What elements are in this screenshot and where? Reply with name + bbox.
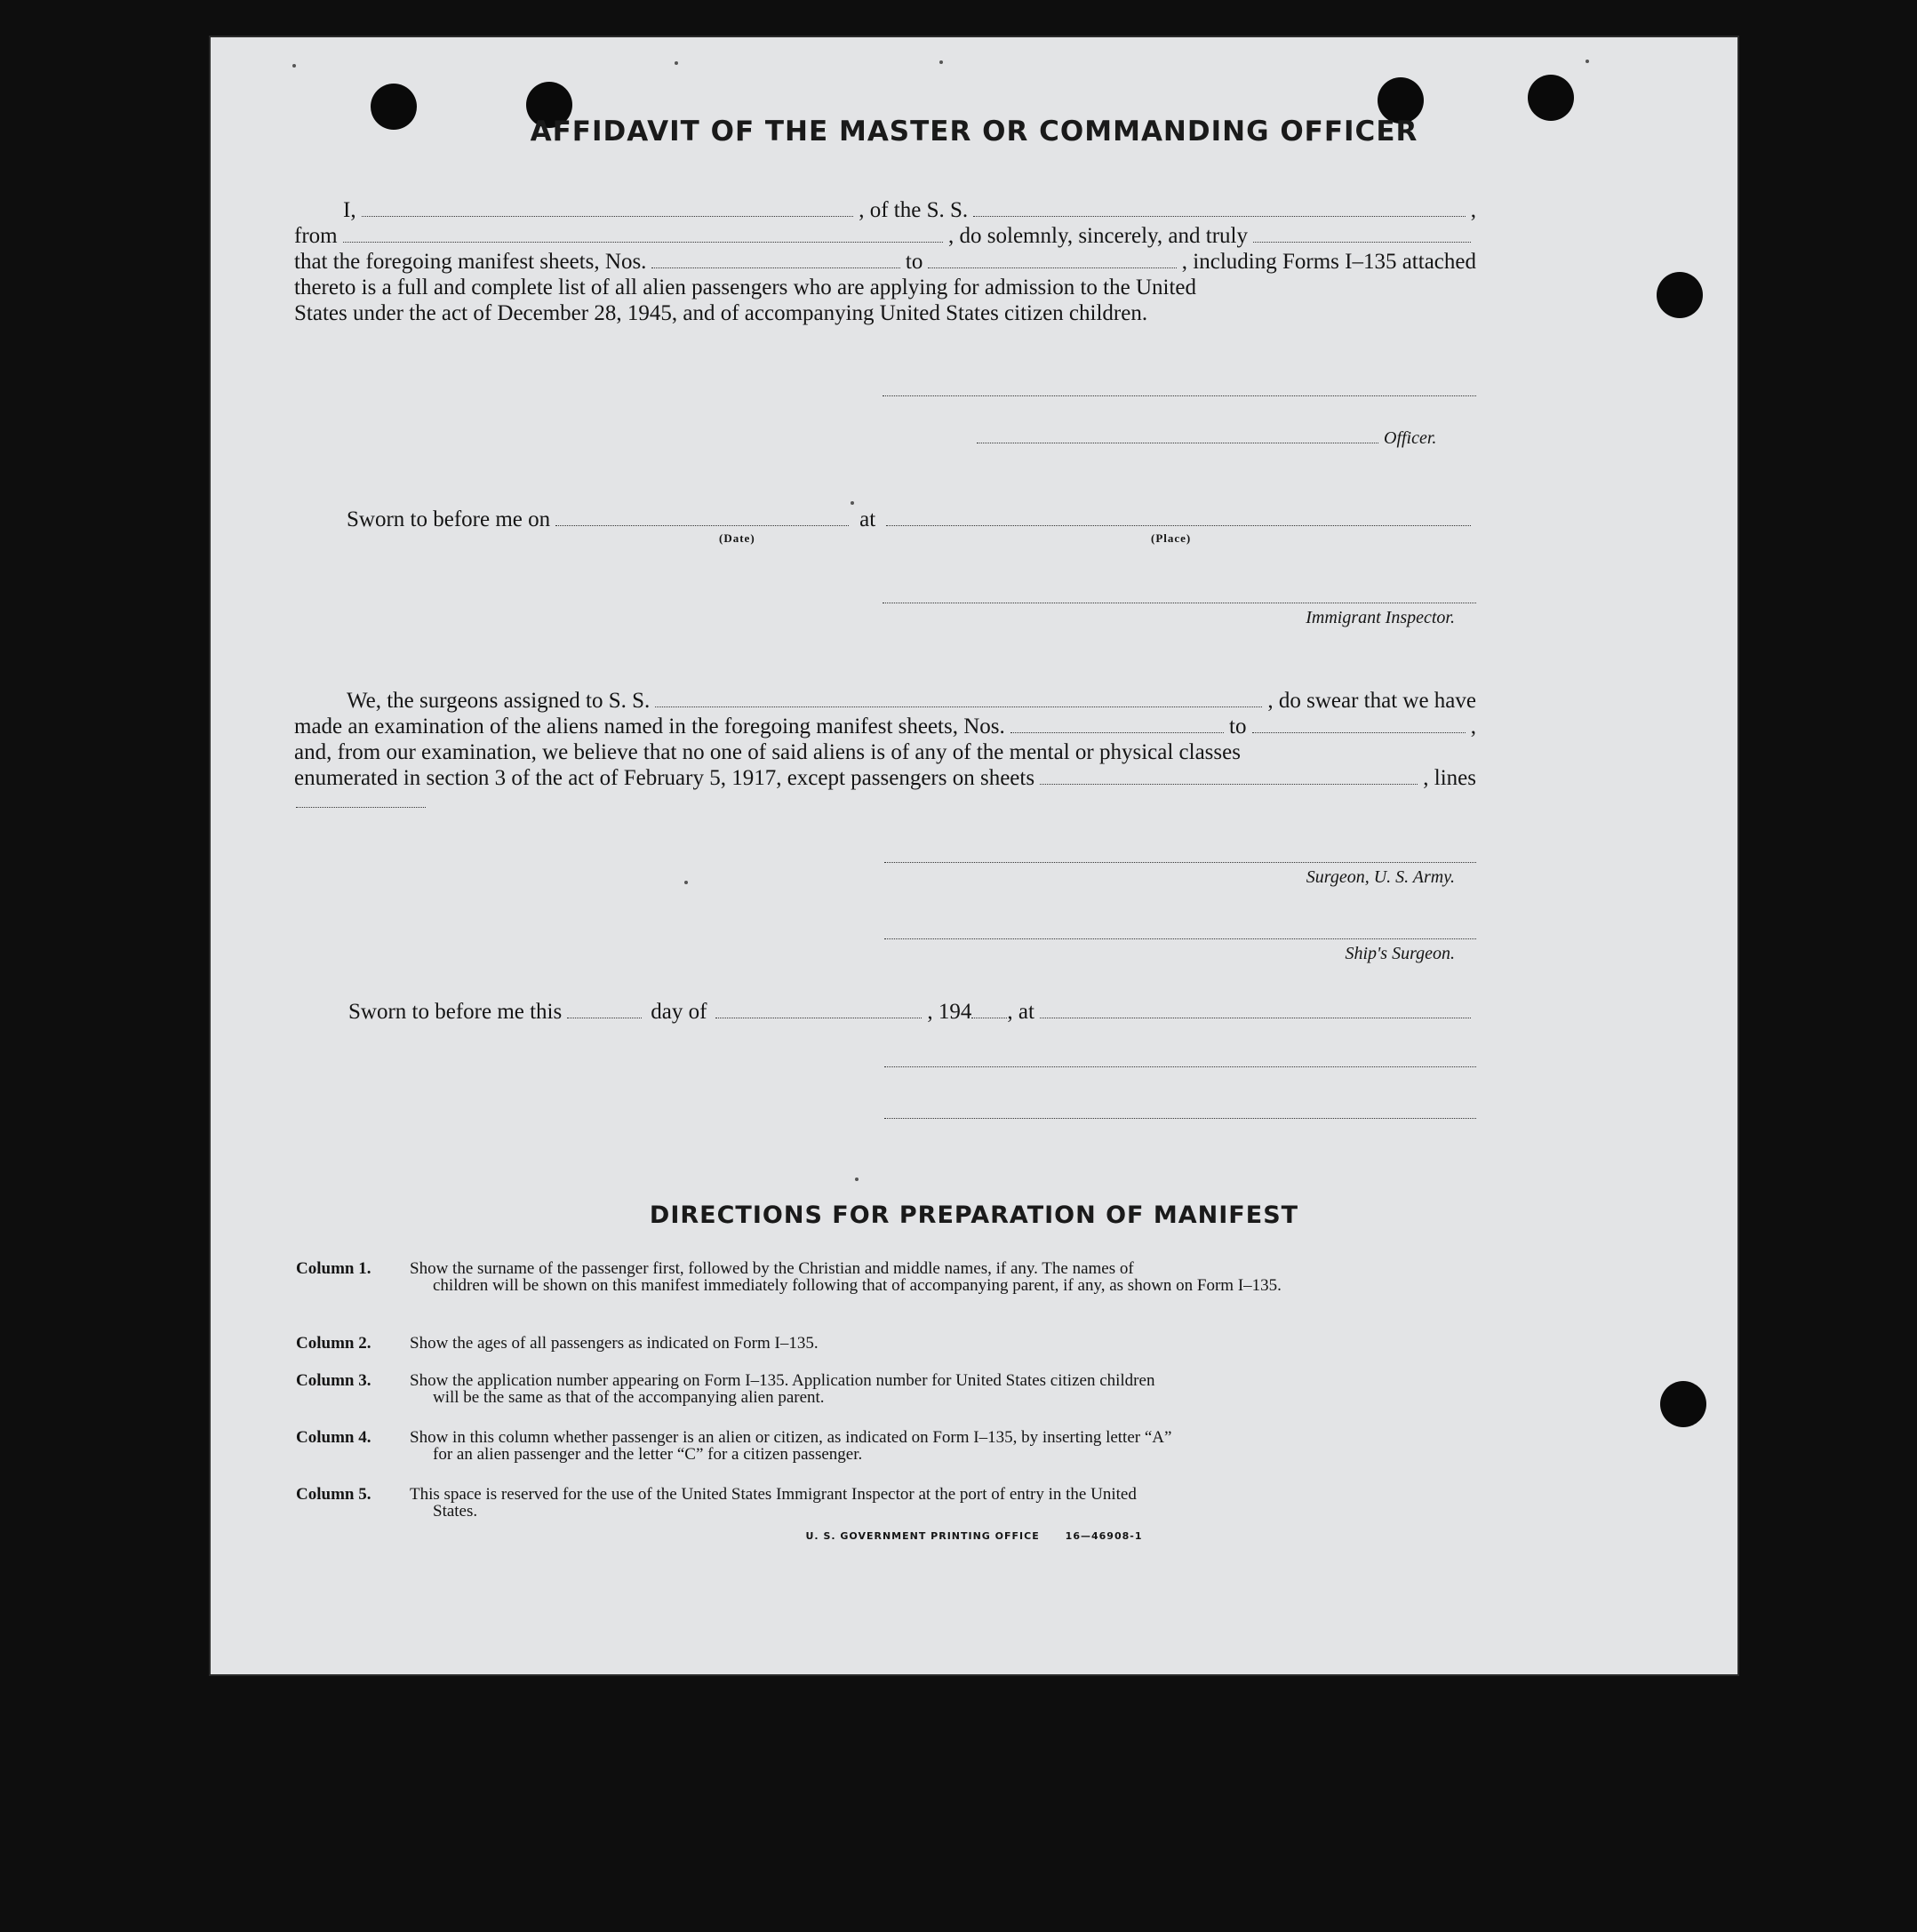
text: , do swear that we have <box>1267 689 1476 713</box>
text: at <box>859 507 876 531</box>
officer-caption: Officer. <box>1384 428 1437 448</box>
direction-column-3 <box>296 1372 1478 1406</box>
text: , at <box>1007 1000 1034 1024</box>
except-sheets-field[interactable] <box>1040 767 1418 785</box>
direction-text: Show the surname of the passenger first, followed by the Christian and middle names, if any. The names of <box>410 1259 1134 1278</box>
text: States under the act of December 28, 1945, and of accompanying United States citizen children. <box>294 301 1148 325</box>
affidavit-line-2 <box>294 223 1476 249</box>
sworn-place-field[interactable] <box>886 508 1471 526</box>
text: We, the surgeons assigned to S. S. <box>347 689 651 713</box>
text: , including Forms I–135 attached <box>1181 250 1476 274</box>
directions-title: DIRECTIONS FOR PREPARATION OF MANIFEST <box>649 1202 1299 1229</box>
text: Sworn to before me this <box>348 1000 563 1024</box>
direction-label: Column 2. <box>296 1334 371 1353</box>
affidavit-title: AFFIDAVIT OF THE MASTER OR COMMANDING OFFICER <box>530 116 1418 148</box>
direction-text-cont: will be the same as that of the accompanying alien parent. <box>433 1388 825 1407</box>
sworn-month-field[interactable] <box>715 1001 922 1018</box>
affidavit-line-1 <box>294 197 1476 223</box>
affidavit-line-4 <box>294 275 1476 300</box>
port-from-field[interactable] <box>343 225 943 243</box>
text: , <box>1470 198 1477 222</box>
surgeons-line-2 <box>294 714 1476 739</box>
direction-label: Column 1. <box>296 1259 371 1278</box>
text: made an examination of the aliens named in the foregoing manifest sheets, Nos. <box>294 715 1005 738</box>
surgeon-sheet-from-field[interactable] <box>1010 715 1224 733</box>
speck <box>675 61 678 65</box>
direction-text: Show in this column whether passenger is an alien or citizen, as indicated on Form I–135, by inserting letter “A” <box>410 1428 1172 1447</box>
text: enumerated in section 3 of the act of February 5, 1917, except passengers on sheets <box>294 766 1035 790</box>
text: from <box>294 224 338 248</box>
sworn-signature-line-2[interactable] <box>884 1118 1476 1119</box>
affidavit-line-5 <box>294 300 1476 326</box>
ship-surgeon-signature-line[interactable] <box>884 938 1476 939</box>
speck <box>292 64 296 68</box>
speck <box>1586 60 1589 63</box>
direction-text-cont: children will be shown on this manifest immediately following that of accompanying parent, if any, as shown on Form I–135. <box>433 1276 1282 1295</box>
direction-column-5 <box>296 1486 1478 1520</box>
inspector-caption: Immigrant Inspector. <box>1306 608 1455 627</box>
punch-hole <box>1528 75 1574 121</box>
speck <box>851 501 854 505</box>
text: , 194 <box>927 1000 972 1024</box>
direction-column-2 <box>296 1335 1478 1352</box>
text: I, <box>343 198 356 222</box>
ship-surgeon-caption: Ship's Surgeon. <box>1345 944 1455 963</box>
master-signature-line[interactable] <box>883 395 1476 396</box>
text: , of the S. S. <box>859 198 969 222</box>
text: to <box>1229 715 1247 738</box>
army-surgeon-caption: Surgeon, U. S. Army. <box>1306 867 1455 887</box>
direction-text: Show the application number appearing on Form I–135. Application number for United States citizen children <box>410 1371 1155 1390</box>
text: , lines <box>1423 766 1476 790</box>
sworn-before-line <box>347 507 1476 532</box>
direction-text-cont: for an alien passenger and the letter “C” for a citizen passenger. <box>433 1445 863 1464</box>
printing-office-footer: U. S. GOVERNMENT PRINTING OFFICE 16—46908-1 <box>805 1530 1143 1542</box>
place-label: (Place) <box>1151 531 1192 545</box>
direction-label: Column 4. <box>296 1428 371 1447</box>
direction-text: This space is reserved for the use of the United States Immigrant Inspector at the port of entry in the United <box>410 1485 1137 1504</box>
surgeon-ship-field[interactable] <box>655 690 1262 707</box>
sheet-from-field[interactable] <box>651 251 899 268</box>
except-lines-field[interactable] <box>296 807 426 808</box>
speck <box>684 881 688 884</box>
sworn-date-field[interactable] <box>555 508 849 526</box>
surgeons-line-1 <box>347 688 1476 714</box>
text: and, from our examination, we believe that no one of said aliens is of any of the mental or physical classes <box>294 740 1241 764</box>
officer-name-field[interactable] <box>362 199 854 217</box>
text: thereto is a full and complete list of all alien passengers who are applying for admission to the United <box>294 275 1197 299</box>
direction-column-1 <box>296 1260 1478 1294</box>
oath-field[interactable] <box>1253 225 1471 243</box>
text: , <box>1470 715 1477 738</box>
direction-column-4 <box>296 1429 1478 1463</box>
sheet-to-field[interactable] <box>928 251 1176 268</box>
speck <box>855 1178 859 1181</box>
sworn-signature-line-1[interactable] <box>884 1066 1476 1067</box>
punch-hole <box>1660 1381 1706 1427</box>
date-label: (Date) <box>719 531 755 545</box>
speck <box>939 60 943 64</box>
affidavit-line-3 <box>294 249 1476 275</box>
army-surgeon-signature-line[interactable] <box>884 862 1476 863</box>
text: Sworn to before me on <box>347 507 551 531</box>
surgeons-line-3 <box>294 739 1476 765</box>
sworn-day-field[interactable] <box>567 1001 642 1018</box>
direction-label: Column 5. <box>296 1485 371 1504</box>
surgeon-sheet-to-field[interactable] <box>1252 715 1466 733</box>
direction-text-cont: States. <box>433 1502 478 1521</box>
text: to <box>905 250 923 274</box>
text: that the foregoing manifest sheets, Nos. <box>294 250 647 274</box>
form-page <box>211 37 1737 1674</box>
sworn-at-field[interactable] <box>1040 1001 1471 1018</box>
sworn-year-field[interactable] <box>971 1001 1007 1018</box>
direction-text: Show the ages of all passengers as indicated on Form I–135. <box>410 1334 819 1353</box>
text: , do solemnly, sincerely, and truly <box>948 224 1248 248</box>
ship-name-field[interactable] <box>973 199 1466 217</box>
direction-label: Column 3. <box>296 1371 371 1390</box>
surgeons-line-4 <box>294 765 1476 791</box>
punch-hole <box>1657 272 1703 318</box>
sworn-this-line <box>348 999 1476 1025</box>
text: day of <box>651 1000 707 1024</box>
